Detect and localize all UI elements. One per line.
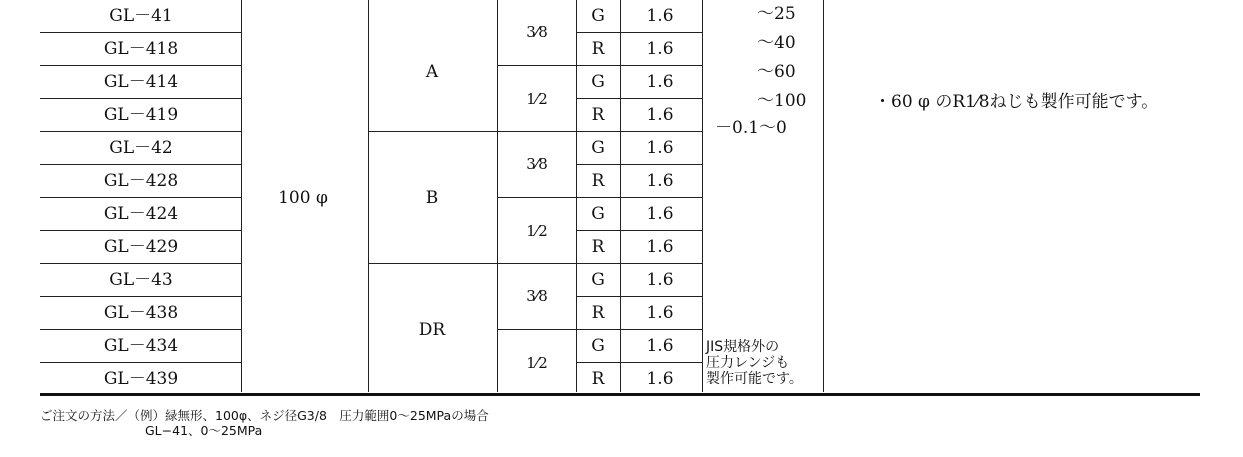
model-name: GL－418 [103,39,179,59]
thread-type: G [591,6,605,26]
range-value: ～60 [757,62,796,82]
row-line [576,296,620,297]
col-line [620,0,621,392]
model-name: GL－414 [103,72,179,92]
screw-size: 1⁄2 [526,354,548,372]
pressure-value: 1.6 [646,336,674,356]
screw-line [497,329,576,330]
pressure-value: 1.6 [646,270,674,290]
thread-type: R [591,303,605,323]
row-line [620,98,702,99]
jis-note-line: 製作可能です。 [706,371,803,387]
group-line [368,263,497,264]
row-line [620,362,702,363]
row-line [576,362,620,363]
row-line [40,329,241,330]
col-line [576,0,577,392]
row-line [40,131,241,132]
row-line [620,131,702,132]
row-line [40,263,241,264]
thread-type: G [591,336,605,356]
range-value: －0.1～0 [715,118,787,138]
col-line [497,0,498,392]
col-line [368,0,369,392]
model-name: GL－43 [109,270,173,290]
model-name: GL－434 [103,336,179,356]
pressure-value: 1.6 [646,303,674,323]
model-name: GL－429 [103,237,179,257]
row-line [40,164,241,165]
row-line [620,329,702,330]
col-line [702,0,703,392]
row-line [576,230,620,231]
screw-line [497,131,576,132]
range-value: ～100 [757,91,807,111]
pressure-value: 1.6 [646,171,674,191]
range-value: ～25 [757,4,796,24]
group-label-dr: DR [418,320,446,340]
col-line [241,0,242,392]
row-line [620,32,702,33]
row-line [40,197,241,198]
thread-type: G [591,138,605,158]
row-line [576,329,620,330]
range-value: ～40 [757,33,796,53]
jis-note-line: 圧力レンジも [706,355,790,371]
row-line [620,263,702,264]
thread-type: R [591,237,605,257]
jis-note-line: JIS規格外の [706,339,780,355]
remark-text: ・60 φ のR1⁄8ねじも製作可能です。 [874,92,1159,112]
pressure-value: 1.6 [646,237,674,257]
screw-size: 1⁄2 [526,90,548,108]
model-name: GL－439 [103,369,179,389]
screw-size: 3⁄8 [526,23,548,41]
pressure-value: 1.6 [646,6,674,26]
row-line [40,362,241,363]
row-line [40,32,241,33]
pressure-value: 1.6 [646,105,674,125]
pressure-value: 1.6 [646,138,674,158]
row-line [620,65,702,66]
row-line [576,65,620,66]
thread-type: G [591,270,605,290]
row-line [40,98,241,99]
row-line [576,197,620,198]
row-line [576,263,620,264]
model-name: GL－438 [103,303,179,323]
screw-line [497,263,576,264]
row-line [620,197,702,198]
thread-type: R [591,105,605,125]
group-line [368,131,497,132]
row-line [576,32,620,33]
pressure-value: 1.6 [646,39,674,59]
pressure-value: 1.6 [646,369,674,389]
model-name: GL－428 [103,171,179,191]
thread-type: R [591,369,605,389]
screw-size: 1⁄2 [526,222,548,240]
row-line [40,230,241,231]
screw-line [497,197,576,198]
row-line [40,65,241,66]
thread-type: G [591,204,605,224]
model-name: GL－424 [103,204,179,224]
model-name: GL－419 [103,105,179,125]
col-line [823,0,824,392]
order-example: GL−41、0～25MPa [145,423,263,438]
row-line [40,296,241,297]
thread-type: G [591,72,605,92]
group-label-a: A [425,62,439,82]
model-name: GL－42 [109,138,173,158]
row-line [620,296,702,297]
row-line [620,164,702,165]
row-line [576,98,620,99]
screw-size: 3⁄8 [526,155,548,173]
row-line [620,230,702,231]
thread-type: R [591,39,605,59]
size-label: 100 φ [278,188,328,208]
table-bottom-rule [40,393,1200,396]
row-line [576,164,620,165]
group-label-b: B [425,188,439,208]
model-name: GL－41 [109,6,173,26]
thread-type: R [591,171,605,191]
pressure-value: 1.6 [646,72,674,92]
screw-line [497,65,576,66]
screw-size: 3⁄8 [526,287,548,305]
pressure-value: 1.6 [646,204,674,224]
order-method-note: ご注文の方法／（例）緑無形、100φ、ネジ径G3/8 圧力範囲0～25MPaの場合 [40,408,489,423]
row-line [576,131,620,132]
